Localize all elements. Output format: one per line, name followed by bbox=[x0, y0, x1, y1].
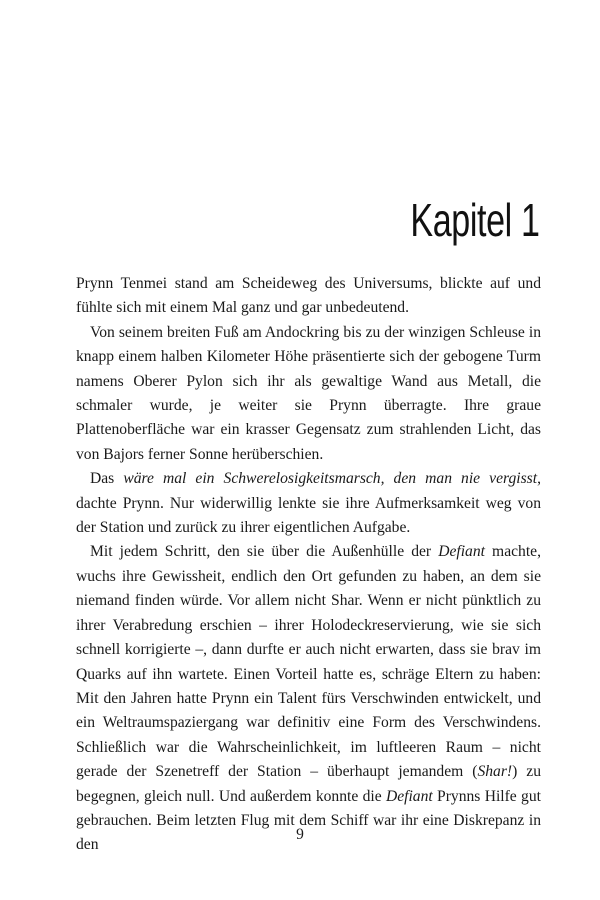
text-segment: Mit jedem Schritt, den sie über die Außenhülle der bbox=[90, 543, 439, 561]
chapter-body bbox=[76, 272, 541, 858]
paragraph bbox=[76, 272, 541, 321]
paragraph bbox=[76, 321, 541, 467]
text-segment: Prynn Tenmei stand am Scheideweg des Universums, blickte auf und fühlte sich mit einem Mal ganz und gar unbedeutend. bbox=[76, 275, 541, 317]
paragraph bbox=[76, 467, 541, 540]
text-segment: Prynns Hilfe gut gebrauchen. Beim letzten Flug mit dem Schiff war ihr eine Diskrepanz in den bbox=[76, 787, 541, 854]
italic-text: wäre mal ein Schwerelosigkeitsmarsch, den man nie vergisst bbox=[123, 470, 538, 488]
paragraph bbox=[76, 540, 541, 857]
text-segment: Von seinem breiten Fuß am Andockring bis zu der winzigen Schleuse in knapp einem halben Kilometer Höhe präsentierte sich der gebogene Turm namens Oberer Pylon sich ihr als gewaltige Wand aus Metall, die schmaler wurde, je weiter sie Prynn überragte. Ihre graue Plattenoberfläche war ein krasser Gegensatz zum strahlenden Licht, das von Bajors ferner Sonne herüberschien. bbox=[76, 323, 541, 463]
text-segment: machte, wuchs ihre Gewissheit, endlich den Ort gefunden zu haben, an dem sie niemand finden würde. Vor allem nicht Shar. Wenn er nicht pünktlich zu ihrer Verabredung erschien – ihrer Holodeckreservierung, wie sie sich schnell korrigierte –, dann durfte er auch nicht erwarten, dass sie brav im Quarks auf ihn wartete. Einen Vorteil hatte es, schräge Eltern zu haben: Mit den Jahren hatte Prynn ein Talent fürs Verschwinden entwickelt, und ein Weltraumspaziergang war definitiv eine Form des Verschwindens. Schließlich war die Wahrscheinlichkeit, im luftleeren Raum – nicht gerade der Szenetreff der Station – überhaupt jemandem ( bbox=[76, 543, 541, 781]
text-segment: ) zu begegnen, gleich null. Und außerdem konnte die bbox=[76, 763, 541, 805]
italic-text: Defiant bbox=[385, 787, 433, 805]
text-segment: Das bbox=[90, 470, 124, 488]
italic-text: Defiant bbox=[438, 543, 485, 561]
italic-text: Shar! bbox=[477, 763, 513, 781]
page-number: 9 bbox=[296, 826, 304, 843]
text-segment: , dachte Prynn. Nur widerwillig lenkte sie ihre Aufmerksamkeit weg von der Station und zurück zu ihrer eigentlichen Aufgabe. bbox=[76, 470, 541, 537]
chapter-title: Kapitel 1 bbox=[410, 194, 540, 246]
